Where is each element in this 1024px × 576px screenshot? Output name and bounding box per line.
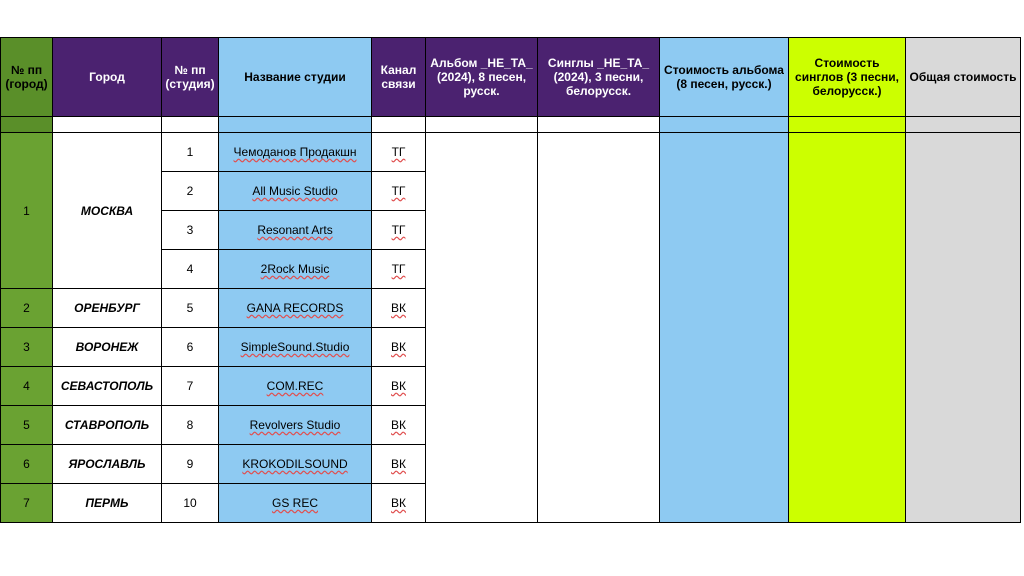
singles-cell[interactable] (538, 133, 660, 523)
header-album: Альбом _НЕ_ТА_ (2024), 8 песен, русск. (426, 38, 538, 117)
header-studio-no: № пп (студия) (162, 38, 219, 117)
studio-number: 2 (162, 172, 219, 211)
city-name: ПЕРМЬ (53, 484, 162, 523)
studio-name-text: COM.REC (266, 379, 324, 393)
city-number: 5 (1, 406, 53, 445)
singles-cost-cell[interactable] (789, 133, 906, 523)
spacer-cell (372, 117, 426, 133)
spacer-row (1, 117, 1021, 133)
channel-text: ТГ (391, 184, 406, 198)
channel-text: ВК (391, 379, 406, 393)
studio-name (219, 289, 372, 328)
studio-name-text: KROKODILSOUND (242, 457, 348, 471)
studios-table (0, 37, 1021, 523)
header-row (1, 38, 1021, 117)
studio-number: 3 (162, 211, 219, 250)
spacer-cell (538, 117, 660, 133)
header-city: Город (53, 38, 162, 117)
studio-name-text: Revolvers Studio (249, 418, 341, 432)
city-name: МОСКВА (53, 133, 162, 289)
spacer-cell (53, 117, 162, 133)
channel-cell (372, 328, 426, 367)
spacer-cell (219, 117, 372, 133)
channel-text: ВК (391, 457, 406, 471)
city-name: СЕВАСТОПОЛЬ (53, 367, 162, 406)
studio-name (219, 133, 372, 172)
city-number: 6 (1, 445, 53, 484)
studio-name (219, 367, 372, 406)
channel-text: ВК (391, 301, 406, 315)
studio-name (219, 172, 372, 211)
studio-name-text: 2Rock Music (260, 262, 330, 276)
city-name: СТАВРОПОЛЬ (53, 406, 162, 445)
channel-cell (372, 367, 426, 406)
channel-cell (372, 133, 426, 172)
channel-text: ТГ (391, 145, 406, 159)
studio-name (219, 211, 372, 250)
channel-cell (372, 445, 426, 484)
header-album-cost: Стоимость альбома (8 песен, русск.) (660, 38, 789, 117)
studio-number: 10 (162, 484, 219, 523)
city-number: 7 (1, 484, 53, 523)
channel-text: ТГ (391, 223, 406, 237)
city-number: 4 (1, 367, 53, 406)
studio-number: 8 (162, 406, 219, 445)
city-name: ОРЕНБУРГ (53, 289, 162, 328)
channel-cell (372, 406, 426, 445)
studio-name (219, 328, 372, 367)
header-city-no: № пп (город) (1, 38, 53, 117)
city-number: 3 (1, 328, 53, 367)
total-cost-cell[interactable] (906, 133, 1021, 523)
studio-number: 4 (162, 250, 219, 289)
city-name: ЯРОСЛАВЛЬ (53, 445, 162, 484)
header-singles-cost: Стоимость синглов (3 песни, белорусск.) (789, 38, 906, 117)
header-studio-name: Название студии (219, 38, 372, 117)
studio-number: 5 (162, 289, 219, 328)
channel-cell (372, 484, 426, 523)
channel-text: ТГ (391, 262, 406, 276)
spacer-cell (426, 117, 538, 133)
channel-cell (372, 172, 426, 211)
studio-name (219, 250, 372, 289)
spacer-cell (906, 117, 1021, 133)
studio-name-text: Resonant Arts (257, 223, 333, 237)
channel-cell (372, 289, 426, 328)
spacer-cell (1, 117, 53, 133)
studio-name (219, 406, 372, 445)
spacer-cell (789, 117, 906, 133)
album-cell[interactable] (426, 133, 538, 523)
city-number: 2 (1, 289, 53, 328)
table-row (1, 133, 1021, 172)
channel-text: ВК (391, 496, 406, 510)
studio-number: 1 (162, 133, 219, 172)
channel-text: ВК (391, 340, 406, 354)
channel-cell (372, 250, 426, 289)
studio-name-text: GS REC (271, 496, 318, 510)
album-cost-cell[interactable] (660, 133, 789, 523)
studio-name-text: Чемоданов Продакшн (233, 145, 357, 159)
studio-name-text: GANA RECORDS (246, 301, 344, 315)
channel-cell (372, 211, 426, 250)
city-name: ВОРОНЕЖ (53, 328, 162, 367)
header-singles: Синглы _НЕ_ТА_ (2024), 3 песни, белорусск. (538, 38, 660, 117)
channel-text: ВК (391, 418, 406, 432)
header-channel: Канал связи (372, 38, 426, 117)
studio-number: 9 (162, 445, 219, 484)
spacer-cell (162, 117, 219, 133)
city-number: 1 (1, 133, 53, 289)
header-total-cost: Общая стоимость (906, 38, 1021, 117)
studio-name-text: All Music Studio (252, 184, 338, 198)
spacer-cell (660, 117, 789, 133)
studio-name (219, 445, 372, 484)
studio-number: 7 (162, 367, 219, 406)
studio-name (219, 484, 372, 523)
studio-name-text: SimpleSound.Studio (240, 340, 350, 354)
studio-number: 6 (162, 328, 219, 367)
